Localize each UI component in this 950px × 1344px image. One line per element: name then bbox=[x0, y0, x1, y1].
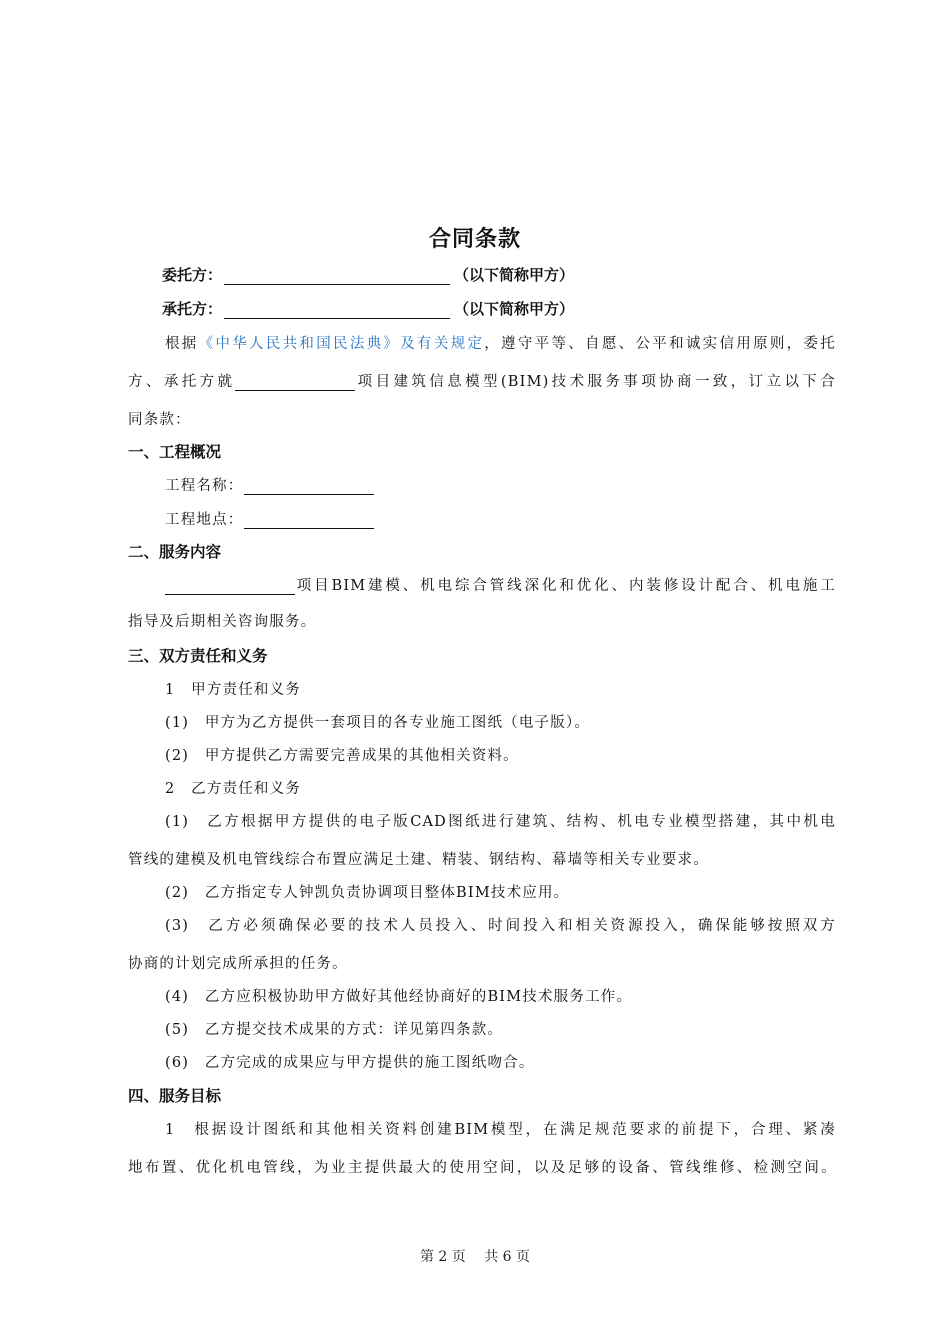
party-a-subheading: 1 甲方责任和义务 bbox=[165, 682, 302, 698]
intro-line-1 bbox=[165, 332, 836, 353]
service-line-1 bbox=[165, 574, 836, 595]
contractor-suffix: （以下简称甲方） bbox=[454, 300, 575, 318]
party-b-item-6: (6) 乙方完成的成果应与甲方提供的施工图纸吻合。 bbox=[165, 1055, 535, 1071]
service-text: 项目BIM建模、机电综合管线深化和优化、内装修设计配合、机电施工 bbox=[295, 578, 836, 594]
intro-text: 方、承托方就 bbox=[128, 374, 236, 390]
intro-text: 项目建筑信息模型(BIM)技术服务事项协商一致，订立以下合 bbox=[355, 374, 836, 390]
party-b-item-3-line-1: (3) 乙方必须确保必要的技术人员投入、时间投入和相关资源投入，确保能够按照双方 bbox=[165, 918, 836, 934]
page-number-footer: 第 2 页 共 6 页 bbox=[419, 1249, 531, 1265]
party-a-item-1: (1) 甲方为乙方提供一套项目的各专业施工图纸（电子版）。 bbox=[165, 715, 591, 731]
intro-line-3: 同条款： bbox=[128, 412, 191, 428]
service-project-blank[interactable] bbox=[165, 578, 295, 595]
party-b-subheading: 2 乙方责任和义务 bbox=[165, 781, 302, 797]
goal-line-1: 1 根据设计图纸和其他相关资料创建BIM模型，在满足规范要求的前提下，合理、紧凑 bbox=[165, 1122, 836, 1138]
client-party-line bbox=[162, 264, 574, 285]
contractor-blank[interactable] bbox=[224, 302, 450, 319]
project-name-label: 工程名称： bbox=[165, 478, 244, 494]
section-3-heading: 三、双方责任和义务 bbox=[128, 647, 268, 665]
intro-text: ，遵守平等、自愿、公平和诚实信用原则，委托 bbox=[484, 336, 836, 352]
goal-line-2: 地布置、优化机电管线，为业主提供最大的使用空间，以及足够的设备、管线维修、检测空间。 bbox=[128, 1160, 836, 1176]
party-a-item-2: (2) 甲方提供乙方需要完善成果的其他相关资料。 bbox=[165, 748, 519, 764]
party-b-item-1-line-2: 管线的建模及机电管线综合布置应满足土建、精装、钢结构、幕墙等相关专业要求。 bbox=[128, 852, 709, 868]
contractor-label: 承托方： bbox=[162, 300, 223, 318]
project-location-field[interactable] bbox=[244, 512, 374, 529]
party-b-item-4: (4) 乙方应积极协助甲方做好其他经协商好的BIM技术服务工作。 bbox=[165, 989, 633, 1005]
section-2-heading: 二、服务内容 bbox=[128, 543, 222, 561]
party-b-item-3-line-2: 协商的计划完成所承担的任务。 bbox=[128, 956, 348, 972]
service-line-2: 指导及后期相关咨询服务。 bbox=[128, 614, 317, 630]
party-b-item-5: (5) 乙方提交技术成果的方式：详见第四条款。 bbox=[165, 1022, 504, 1038]
project-blank[interactable] bbox=[235, 374, 355, 391]
section-1-heading: 一、工程概况 bbox=[128, 443, 222, 461]
project-location-line bbox=[165, 508, 374, 529]
civil-code-link[interactable]: 《中华人民共和国民法典》及有关规定 bbox=[198, 336, 485, 352]
project-name-line bbox=[165, 474, 374, 495]
party-b-item-1-line-1: (1) 乙方根据甲方提供的电子版CAD图纸进行建筑、结构、机电专业模型搭建，其中机电 bbox=[165, 814, 836, 830]
intro-text: 根据 bbox=[165, 336, 199, 352]
project-location-label: 工程地点： bbox=[165, 512, 244, 528]
intro-line-2 bbox=[128, 370, 836, 391]
project-name-field[interactable] bbox=[244, 478, 374, 495]
client-suffix: （以下简称甲方） bbox=[454, 266, 575, 284]
section-4-heading: 四、服务目标 bbox=[128, 1087, 222, 1105]
client-label: 委托方： bbox=[162, 266, 223, 284]
party-b-item-2: (2) 乙方指定专人钟凯负责协调项目整体BIM技术应用。 bbox=[165, 885, 570, 901]
client-blank[interactable] bbox=[224, 268, 450, 285]
page-title: 合同条款 bbox=[428, 227, 521, 252]
contractor-party-line bbox=[162, 298, 574, 319]
